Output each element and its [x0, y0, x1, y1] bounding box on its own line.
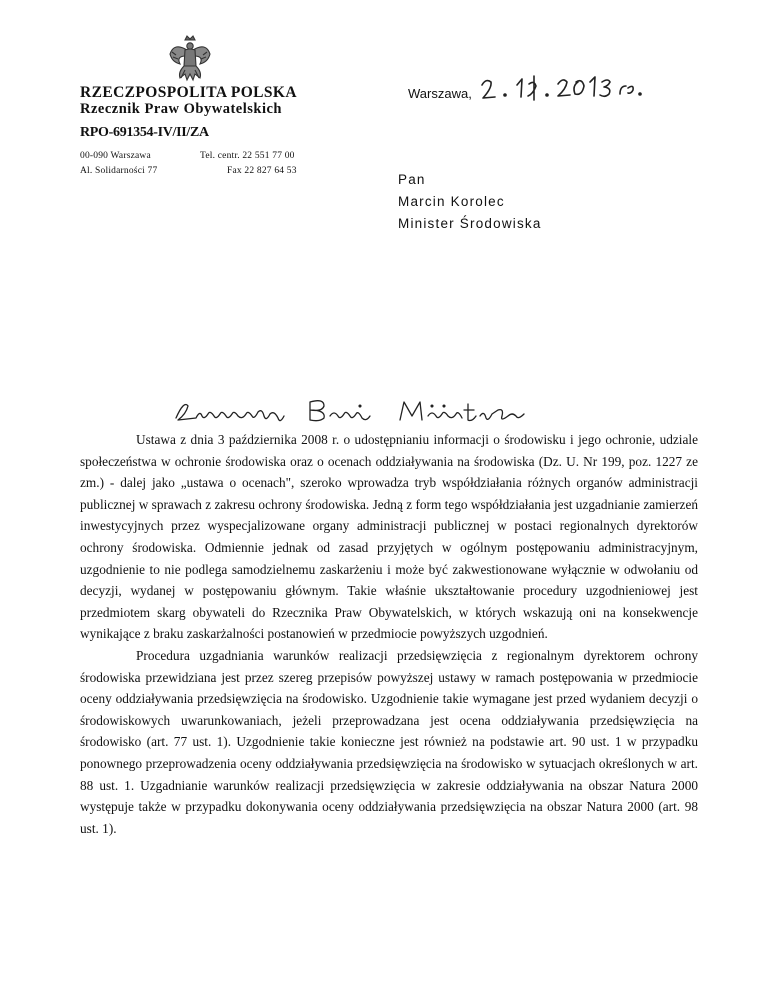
date-place: Warszawa,	[408, 86, 472, 101]
sender-header	[80, 84, 297, 118]
recipient-salutation: Pan	[398, 172, 426, 187]
sender-address	[80, 149, 157, 179]
address-line: Al. Solidarności 77	[80, 166, 158, 176]
address-line: 00-090 Warszawa	[80, 151, 151, 161]
recipient-title: Minister Środowiska	[398, 216, 542, 231]
handwritten-salutation	[174, 396, 534, 430]
body-paragraph: Ustawa z dnia 3 października 2008 r. o udostępnianiu informacji o środowisku i jego ochronie, udziale społeczeństwa w ochronie środowiska oraz o ocenach oddziaływania na środowiska (Dz. U. Nr 199, poz. 1227 ze zm.) - dalej jako „ustawa o ocenach", szeroko wprowadza tryb współdziałania różnych organów administracji publicznej w sprawach z zakresu ochrony środowiska. Jedną z form tego współdziałania jest uzgadnianie zamierzeń inwestycyjnych przez wyspecjalizowane organy administracji publicznej w postaci regionalnych dyrektorów ochrony środowiska. Odmiennie jednak od zasad przyjętych w ogólnym postępowaniu administracyjnym, uzgodnienie to nie podlega samodzielnemu zaskarżeniu i może być zakwestionowane wyłącznie w odwołaniu od decyzji, wydanej w postępowaniu głównym. Takie właśnie ukształtowanie procedury uzgodnieniowej jest przedmiotem skarg obywateli do Rzecznika Praw Obywatelskich, w których wskazują oni na konsekwencje wynikające z braku zaskarżalności postanowień w przedmiocie powyższych uzgodnień.	[80, 432, 698, 642]
fax-number: Fax 22 827 64 53	[227, 166, 297, 176]
letter-body	[80, 429, 698, 839]
phone-number: Tel. centr. 22 551 77 00	[200, 151, 295, 161]
country-name: RZECZPOSPOLITA POLSKA	[80, 84, 297, 101]
office-name: Rzecznik Praw Obywatelskich	[80, 101, 282, 117]
body-paragraph: Procedura uzgadniania warunków realizacji przedsięwzięcia z regionalnym dyrektorem ochrony środowiska przewidziana jest przez szereg przepisów powyższej ustawy w ramach postępowania w przedmiocie oceny oddziaływania przedsięwzięcia na środowisko. Uzgodnienie takie wymagane jest przed wydaniem decyzji o środowiskowych uwarunkowaniach, jeżeli przeprowadzana jest ocena oddziaływania przedsięwzięcia na środowisko (art. 77 ust. 1). Uzgodnienie takie konieczne jest również na podstawie art. 90 ust. 1 w przypadku ponownego przeprowadzenia oceny oddziaływania przedsięwzięcia na środowisko w sytuacjach określonych w art. 88 ust. 1. Uzgadnianie warunków realizacji przedsięwzięcia w zakresie oddziaływania na obszar Natura 2000 występuje także w przypadku dokonywania oceny oddziaływania przedsięwzięcia na obszar Natura 2000 (art. 98 ust. 1).	[80, 647, 698, 836]
handwritten-date	[478, 70, 646, 106]
sender-contact	[200, 149, 297, 179]
recipient-block	[398, 169, 542, 235]
reference-number: RPO-691354-IV/II/ZA	[80, 125, 209, 140]
recipient-name: Marcin Korolec	[398, 194, 505, 209]
polish-eagle-emblem-icon	[168, 34, 212, 84]
